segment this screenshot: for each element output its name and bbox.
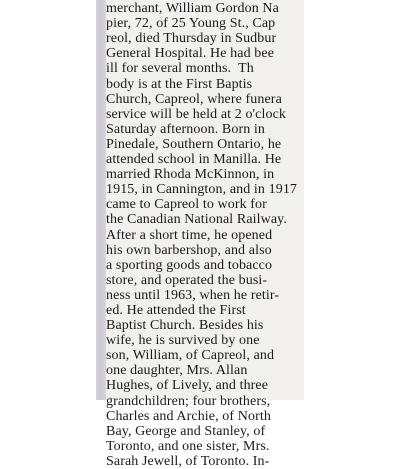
right-margin bbox=[304, 0, 400, 400]
text-line: a sporting goods and tobacco bbox=[106, 257, 273, 273]
text-line: Charles and Archie, of North bbox=[106, 408, 271, 424]
newspaper-clipping bbox=[106, 0, 304, 469]
text-line: Pinedale, Southern Ontario, he bbox=[106, 136, 282, 152]
text-line: one daughter, Mrs. Allan bbox=[106, 363, 248, 379]
text-line: store, and operated the busi- bbox=[106, 272, 268, 288]
text-line: service will be held at 2 o'clock bbox=[106, 106, 286, 122]
text-line: married Rhoda McKinnon, in bbox=[106, 167, 275, 183]
text-line: wife, he is survived by one bbox=[106, 333, 260, 349]
text-line: Hughes, of Lively, and three bbox=[106, 378, 269, 394]
text-line: pier, 72, of 25 Young St., Cap bbox=[106, 16, 276, 32]
text-line: body is at the First Baptis bbox=[106, 76, 253, 92]
text-line: son, William, of Capreol, and bbox=[106, 348, 275, 364]
text-line: Toronto, and one sister, Mrs. bbox=[106, 438, 270, 454]
text-line: General Hospital. He had bee bbox=[106, 46, 275, 62]
text-line: his own barbershop, and also bbox=[106, 242, 272, 258]
text-line: Church, Capreol, where funera bbox=[106, 91, 282, 107]
text-line: Saturday afternoon. Born in bbox=[106, 121, 265, 137]
text-line: Baptist Church. Besides his bbox=[106, 318, 264, 334]
text-line: reol, died Thursday in Sudbur bbox=[106, 31, 277, 47]
text-line: grandchildren; four brothers, bbox=[106, 393, 271, 409]
text-line: merchant, William Gordon Na bbox=[106, 1, 279, 17]
obituary-text bbox=[106, 0, 304, 469]
left-margin bbox=[0, 0, 96, 400]
text-line: came to Capreol to work for bbox=[106, 197, 267, 213]
text-line: ill for several months. Th bbox=[106, 61, 254, 77]
text-line: ed. He attended the First bbox=[106, 302, 246, 318]
text-line: Bay, George and Stanley, of bbox=[106, 423, 266, 439]
text-line: Sarah Jewell, of Toronto. In- bbox=[106, 453, 270, 469]
text-line: After a short time, he opened bbox=[106, 227, 273, 243]
text-line: attended school in Manilla. He bbox=[106, 152, 282, 168]
text-line: the Canadian National Railway. bbox=[106, 212, 287, 228]
text-line: ness until 1963, when he retir- bbox=[106, 287, 280, 303]
text-line: 1915, in Cannington, and in 1917 bbox=[106, 182, 298, 198]
